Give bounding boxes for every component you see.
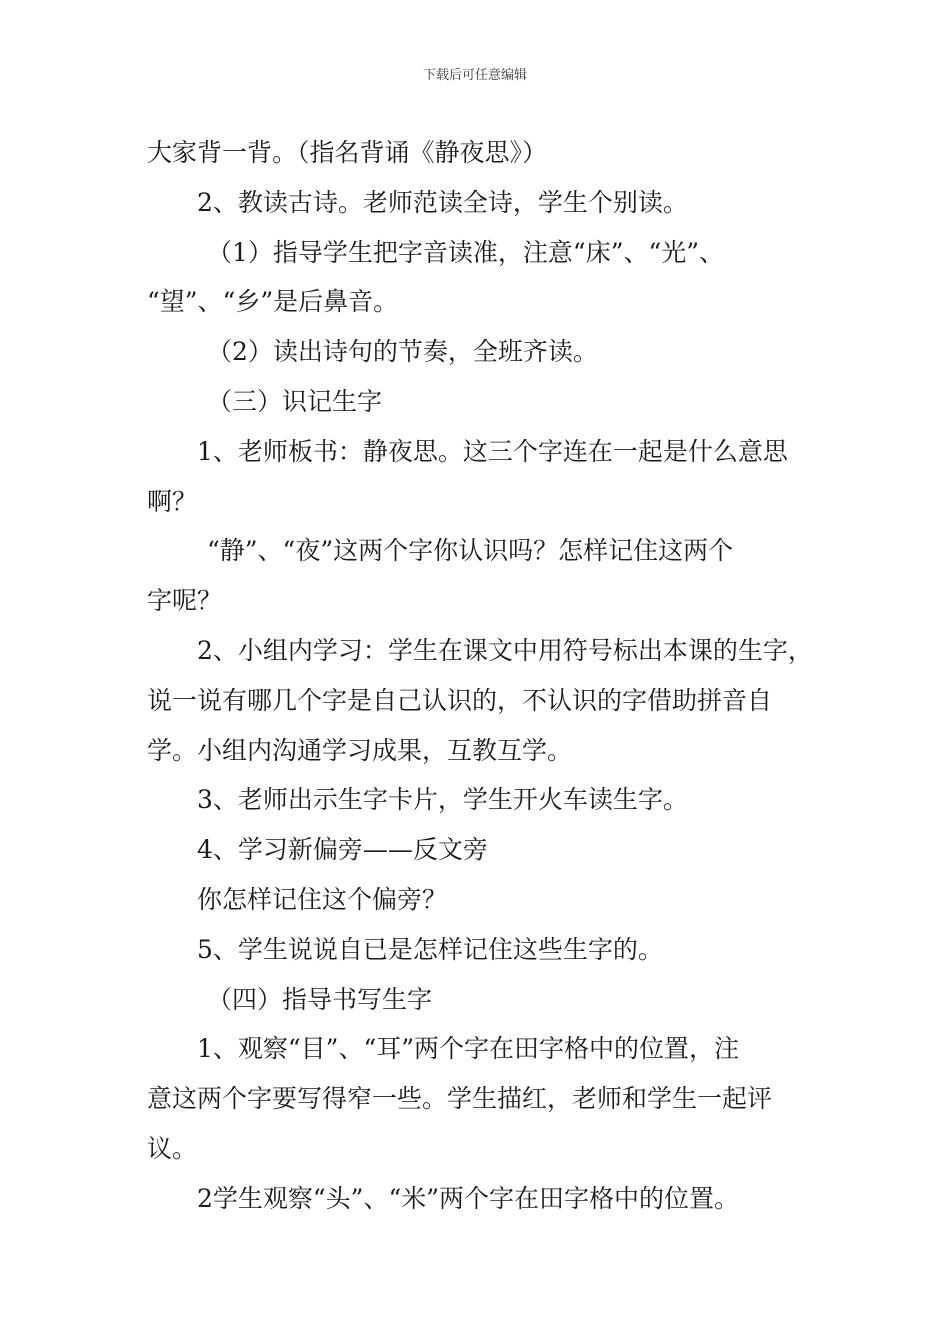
paragraph-line: （1）指导学生把字音读准，注意“床”、“光”、	[207, 237, 725, 267]
paragraph-line: “静”、“夜”这两个字你认识吗？怎样记住这两个	[207, 536, 734, 566]
paragraph-line: 2、教读古诗。老师范读全诗，学生个别读。	[197, 187, 688, 217]
paragraph-line: 字呢？	[147, 586, 223, 616]
paragraph-line: 你怎样记住这个偏旁？	[197, 884, 448, 914]
paragraph-line: 5、学生说说自已是怎样记住这些生字的。	[197, 934, 663, 964]
paragraph-line: 议。	[147, 1133, 198, 1163]
paragraph-line: 4、学习新偏旁——反文旁	[197, 835, 488, 865]
paragraph-line: 大家背一背。（指名背诵《静夜思》）	[147, 138, 548, 167]
paragraph-line: “望”、“乡”是后鼻音。	[147, 287, 399, 317]
paragraph-line: （2）读出诗句的节奏，全班齐读。	[207, 337, 598, 367]
section-heading: （四）指导书写生字	[207, 984, 433, 1014]
paragraph-line: 1、老师板书：静夜思。这三个字连在一起是什么意思	[197, 436, 788, 466]
paragraph-line: 3、老师出示生字卡片，学生开火车读生字。	[197, 785, 688, 815]
paragraph-line: 2、小组内学习：学生在课文中用符号标出本课的生字，	[197, 635, 813, 665]
paragraph-line: 意这两个字要写得窄一些。学生描红，老师和学生一起评	[147, 1084, 773, 1114]
paragraph-line: 啊？	[147, 486, 198, 516]
paragraph-line: 说一说有哪几个字是自己认识的，不认识的字借助拼音自	[147, 685, 773, 715]
document-body	[147, 128, 817, 1224]
page-header: 下载后可任意编辑	[422, 68, 527, 83]
paragraph-line: 1、观察“目”、“耳”两个字在田字格中的位置，注	[197, 1034, 740, 1064]
paragraph-line: 学。小组内沟通学习成果，互教互学。	[147, 735, 573, 765]
section-heading: （三）识记生字	[207, 386, 383, 416]
paragraph-line: 2学生观察“头”、“米”两个字在田字格中的位置。	[197, 1183, 740, 1213]
